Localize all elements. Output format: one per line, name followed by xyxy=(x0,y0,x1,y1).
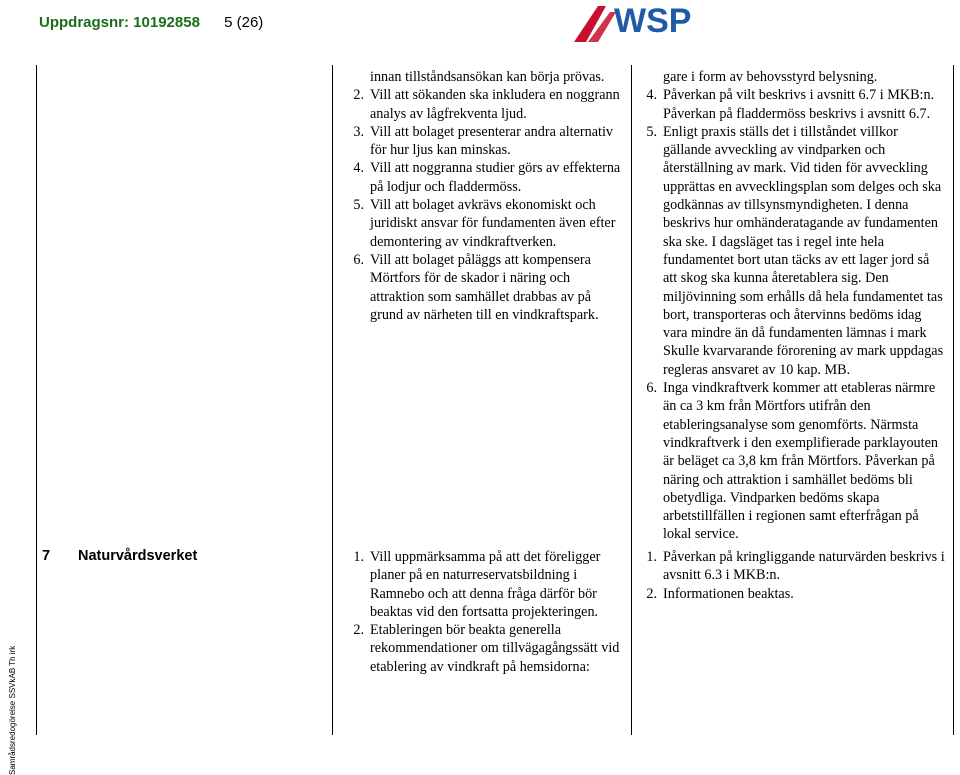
comment-item: 4. Vill att noggranna studier görs av effekterna på lodjur och fladdermöss. xyxy=(353,160,621,195)
comment-item: 3. Vill att bolaget presenterar andra alternativ för hur ljus kan minskas. xyxy=(353,123,613,159)
response-item: 2. Informationen beaktas. xyxy=(646,585,794,602)
logo-text: WSP xyxy=(614,2,692,40)
table-rule-mid2 xyxy=(631,65,632,735)
wsp-logo xyxy=(572,0,710,44)
comment-block-row7 xyxy=(350,548,630,676)
response-block-top xyxy=(643,68,947,544)
comment-intro: innan tillståndsansökan kan börja prövas. xyxy=(370,69,605,85)
comment-item: 5. Vill att bolaget avkrävs ekonomiskt och juridiskt ansvar för fundamenten även efter demontering av vindkraftverken. xyxy=(353,197,616,250)
response-item: 4. Påverkan på vilt beskrivs i avsnitt 6.7 i MKB:n. Påverkan på fladdermöss beskrivs i avsnitt 6.7. xyxy=(646,87,935,122)
page-number: 5 (26) xyxy=(224,14,264,31)
assignment-number: 10192858 xyxy=(133,14,200,31)
table-rule-mid1 xyxy=(332,65,333,735)
response-item: 1. Påverkan på kringliggande naturvärden beskrivs i avsnitt 6.3 i MKB:n. xyxy=(646,549,945,584)
assignment-label: Uppdragsnr: xyxy=(39,14,129,31)
comment-item: 2. Vill att sökanden ska inkludera en noggrann analys av lågfrekventa ljud. xyxy=(353,87,620,122)
comment-item: 6. Vill att bolaget påläggs att kompensera Mörtfors för de skador i näring och attraktion som samhället drabbas av på grund av närheten till en vindkraftspark. xyxy=(353,251,599,323)
response-item: 5. Enligt praxis ställs det i tillståndet villkor gällande avveckling av vindparken och återställning av mark. Vid tiden för avveckling upprättas en avvecklingsplan som delges och ska godkännas av tillsynsmyndigheten. I denna beskrivs hur omhänderatagande av fundamenten ska ske. I dagsläget tas i regel inte hela fundamentet bort utan täcks av ett lager jord så att skog ska kunna återetablera sig. Den miljövinning som erhålls då hela fundamentet tas bort, transporteras och återvinns bedöms idag vara mindre än då fundamenten lämnas i mark Skulle kvarvarande förorening av mark uppdagas regleras ansvaret av 10 kap. MB. xyxy=(646,123,944,378)
header-info xyxy=(39,14,263,31)
row-number: 7 xyxy=(42,548,51,564)
document-footer-text: Samrådsredogörelse SSVkAB Th irk xyxy=(8,645,17,775)
response-block-row7 xyxy=(643,548,947,603)
table-rule-left xyxy=(36,65,37,735)
table-rule-right xyxy=(953,65,954,735)
response-item: 6. Inga vindkraftverk kommer att etableras närmre än ca 3 km från Mörtfors utifrån den etableringsanalyse som genomförts. Närmsta vindkraftverk i den exemplifierade parklayouten är beläget ca 3,8 km från Mörtfors. Påverkan på näring och attraktion i samhället bedöms bli obetydliga. Vindparken bedöms skapa arbetstillfällen i regionen samt efterfrågan på lokal service. xyxy=(646,380,938,543)
comment-item: 1. Vill uppmärksamma på att det föreligger planer på en naturreservatsbildning i Ramnebo och att denna fråga därför bör beaktas vid den fortsatta projekteringen. xyxy=(353,549,601,620)
comment-item: 2. Etableringen bör beakta generella rekommendationer om tillvägagångssätt vid etablering av vindkraft på hemsidorna: xyxy=(353,622,620,675)
organisation-name: Naturvårdsverket xyxy=(78,548,198,564)
comment-block-top xyxy=(350,68,622,324)
response-intro: gare i form av behovsstyrd belysning. xyxy=(663,69,878,85)
